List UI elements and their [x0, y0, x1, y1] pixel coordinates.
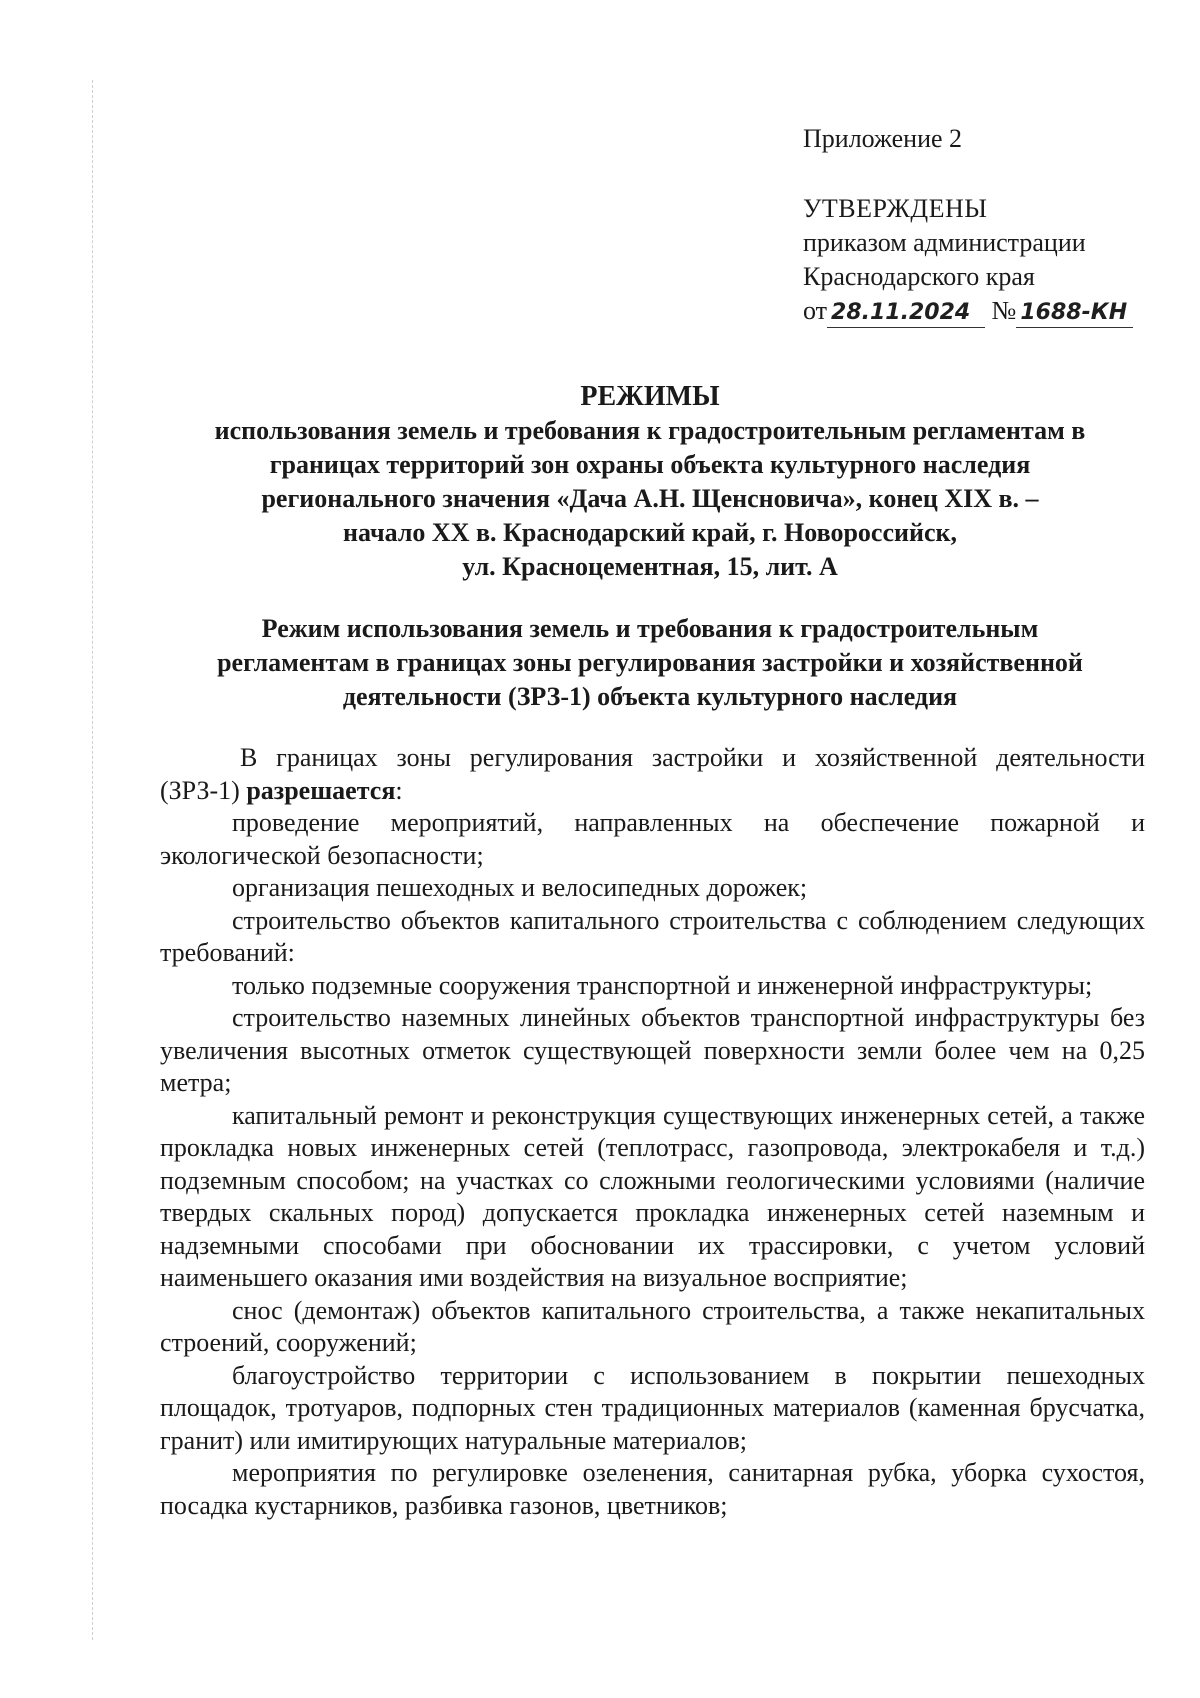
section-heading-line: деятельности (ЗРЗ-1) объекта культурного наследия — [342, 682, 958, 711]
list-item: мероприятия по регулировке озеленения, санитарная рубка, уборка сухостоя, посадка кустарников, разбивка газонов, цветников; — [160, 1458, 1145, 1520]
title-line: использования земель и требования к градостроительным регламентам в — [214, 416, 1086, 445]
list-item: капитальный ремонт и реконструкция существующих инженерных сетей, а также прокладка новых инженерных сетей (теплотрасс, газопровода, электрокабеля и т.д.) подземным способом; на участках со сложными геологическими условиями (наличие твердых скальных пород) допускается прокладка инженерных сетей наземным и надземными способами при обосновании их трассировки, с учетом условий наименьшего оказания ими воздействия на визуальное восприятие; — [160, 1100, 1145, 1292]
intro-paragraph — [160, 742, 1145, 807]
section-heading-line: регламентам в границах зоны регулирования застройки и хозяйственной — [217, 648, 1083, 677]
approval-block — [803, 122, 1143, 328]
date-prefix: от — [803, 296, 828, 325]
document-title-block — [150, 380, 1150, 584]
section-heading — [160, 612, 1140, 714]
title-line: начало XX в. Краснодарский край, г. Новороссийск, — [343, 518, 957, 547]
handwritten-date: 28.11.2024 — [827, 299, 985, 328]
document-title: РЕЖИМЫ — [580, 381, 720, 412]
list-item: только подземные сооружения транспортной и инженерной инфраструктуры; — [232, 970, 1093, 1000]
approval-line-1: приказом администрации — [803, 228, 1086, 257]
list-item: благоустройство территории с использованием в покрытии пешеходных площадок, тротуаров, подпорных стен традиционных материалов (каменная брусчатка, гранит) или имитирующих натуральные материалов; — [160, 1360, 1145, 1455]
title-line: ул. Красноцементная, 15, лит. А — [462, 552, 838, 581]
approval-line-2: Краснодарского края — [803, 262, 1035, 291]
list-item: снос (демонтаж) объектов капитального строительства, а также некапитальных строений, сооружений; — [160, 1295, 1145, 1357]
number-prefix: № — [991, 296, 1017, 325]
appendix-label: Приложение 2 — [803, 124, 963, 153]
date-number-line — [803, 294, 1143, 328]
handwritten-number: 1688-КН — [1016, 299, 1133, 328]
title-line: границах территорий зон охраны объекта культурного наследия — [269, 450, 1031, 479]
intro-end: : — [395, 775, 403, 805]
title-line: регионального значения «Дача А.Н. Щенсновича», конец XIX в. – — [261, 484, 1039, 513]
intro-text: В границах зоны регулирования застройки и хозяйственной деятельности (ЗРЗ-1) — [160, 743, 1145, 805]
list-item: строительство наземных линейных объектов транспортной инфраструктуры без увеличения высотных отметок существующей поверхности земли более чем на 0,25 метра; — [160, 1003, 1145, 1097]
approved-label: УТВЕРЖДЕНЫ — [803, 194, 988, 223]
document-body — [160, 742, 1145, 1522]
section-heading-line: Режим использования земель и требования к градостроительным — [261, 614, 1039, 643]
list-item: строительство объектов капитального строительства с соблюдением следующих требований: — [160, 905, 1145, 967]
intro-emphasis: разрешается — [246, 775, 396, 805]
scan-margin-line — [92, 80, 93, 1640]
list-item: проведение мероприятий, направленных на обеспечение пожарной и экологической безопасности; — [160, 808, 1145, 870]
list-item: организация пешеходных и велосипедных дорожек; — [232, 873, 808, 902]
